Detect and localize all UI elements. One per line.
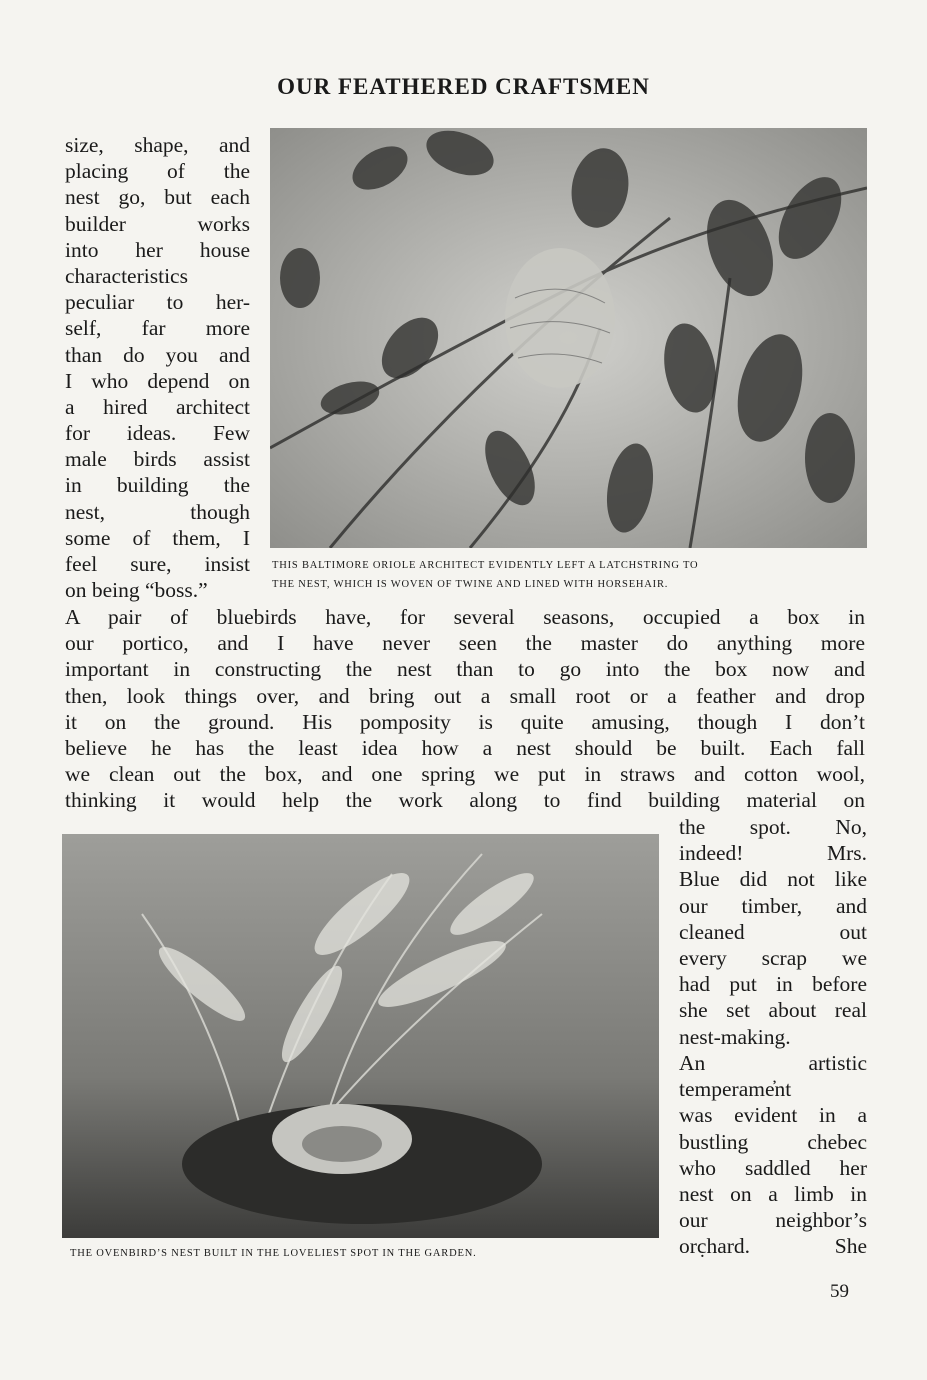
- text-line: it on the ground. His pomposity is quite amusing, though I don’t: [65, 709, 865, 734]
- text-line: on being “boss.”: [65, 578, 208, 603]
- text-line: every scrap we: [679, 945, 867, 970]
- top-photo-caption-line-2: THE NEST, WHICH IS WOVEN OF TWINE AND LINED WITH HORSEHAIR.: [272, 579, 669, 590]
- text-line: thinking it would help the work along to find building material on: [65, 788, 865, 813]
- text-line: A pair of bluebirds have, for several seasons, occupied a box in: [65, 605, 865, 629]
- text-line: she set about real: [679, 998, 867, 1023]
- text-line: into her house: [65, 237, 250, 262]
- text-line: important in constructing the nest than to go into the box now and: [65, 657, 865, 682]
- text-line: size, shape, and: [65, 133, 250, 157]
- right-column-text-2: [679, 1050, 867, 1260]
- text-line: cleaned out: [679, 919, 867, 944]
- right-column-text: [679, 814, 867, 1050]
- text-line: nest-making.: [679, 1024, 791, 1049]
- text-line: believe he has the least idea how a nest should be built. Each fall: [65, 735, 865, 760]
- text-line: nest, though: [65, 499, 250, 524]
- text-line: the spot. No,: [679, 815, 867, 839]
- text-line: builder works: [65, 211, 250, 236]
- text-line: An artistic: [679, 1051, 867, 1075]
- text-line: had put in before: [679, 972, 867, 997]
- ovenbird-nest-photo: [62, 834, 659, 1238]
- bottom-photo-caption: THE OVENBIRD’S NEST BUILT IN THE LOVELIEST SPOT IN THE GARDEN.: [70, 1248, 477, 1259]
- text-line: I who depend on: [65, 368, 250, 393]
- text-line: Blue did not like: [679, 867, 867, 892]
- text-line: peculiar to her-: [65, 290, 250, 315]
- text-line: our timber, and: [679, 893, 867, 918]
- text-line: nest go, but each: [65, 185, 250, 210]
- text-line: placing of the: [65, 159, 250, 184]
- text-line: in building the: [65, 473, 250, 498]
- top-photo-caption-line-1: THIS BALTIMORE ORIOLE ARCHITECT EVIDENTLY LEFT A LATCHSTRING TO: [272, 560, 699, 571]
- running-header: OUR FEATHERED CRAFTSMEN: [277, 74, 650, 99]
- text-line: then, look things over, and bring out a small root or a feather and drop: [65, 683, 865, 708]
- text-line: our portico, and I have never seen the master do anything more: [65, 631, 865, 656]
- page-number: 59: [830, 1281, 849, 1302]
- text-line: self, far more: [65, 316, 250, 341]
- text-line: was evident in a: [679, 1103, 867, 1128]
- text-line: we clean out the box, and one spring we put in straws and cotton wool,: [65, 762, 865, 787]
- text-line: orc̣hard. She: [679, 1234, 867, 1259]
- text-line: characteristics: [65, 263, 188, 288]
- text-line: a hired architect: [65, 394, 250, 419]
- text-line: indeed! Mrs.: [679, 841, 867, 866]
- text-line: male birds assist: [65, 447, 250, 472]
- text-line: nest on a limb in: [679, 1181, 867, 1206]
- text-line: who saddled her: [679, 1155, 867, 1180]
- text-line: some of them, I: [65, 525, 250, 550]
- full-width-text: [65, 604, 865, 814]
- text-line: our neighbor’s: [679, 1208, 867, 1233]
- left-column-text: [65, 132, 250, 603]
- text-line: than do you and: [65, 342, 250, 367]
- oriole-nest-photo: [270, 128, 867, 548]
- text-line: bustling chebec: [679, 1129, 867, 1154]
- text-line: feel sure, insist: [65, 552, 250, 576]
- text-line: for ideas. Few: [65, 421, 250, 446]
- text-line: temperame̓nt: [679, 1077, 792, 1102]
